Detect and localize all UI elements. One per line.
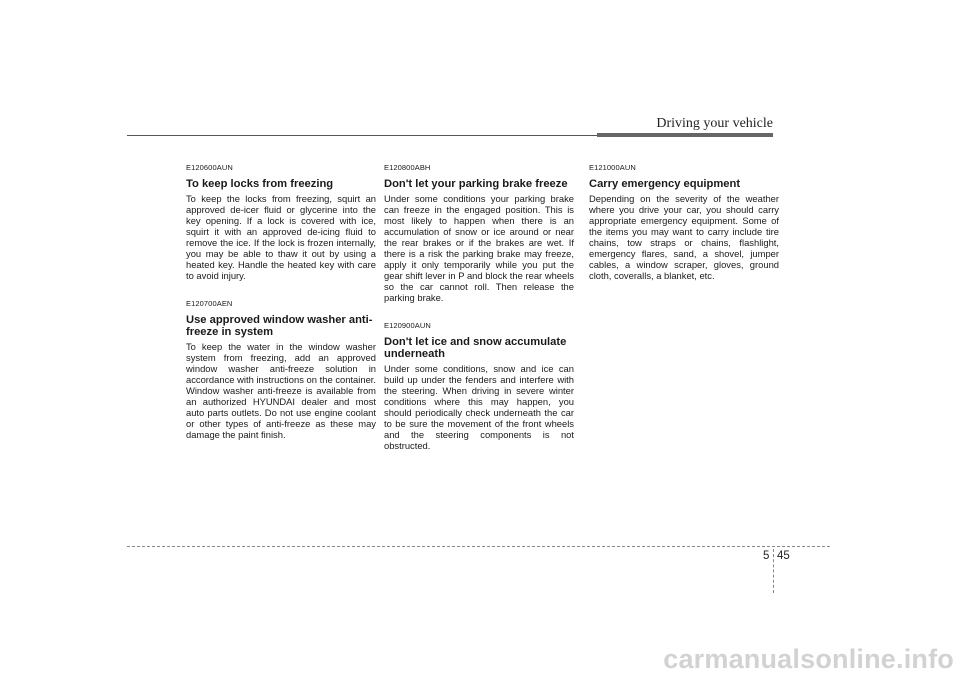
section-heading: Carry emergency equipment (589, 178, 741, 190)
watermark: carmanualsonline.info (663, 644, 954, 674)
section-body: Under some conditions, snow and ice can build up under the fenders and interfere with the steering. When driving in severe winter conditions where this may happen, you should periodically check underneath the car to be sure the movement of the front wheels and the steering components is not obstructed. (384, 363, 574, 451)
header-rule-accent (597, 133, 773, 137)
footer-divider (127, 546, 830, 547)
section-body: To keep the locks from freezing, squirt an approved de-icer fluid or glycerine into the key opening. If a lock is covered with ice, squirt it with an approved de-icing fluid to remove the ice. If the lock is frozen internally, you may be able to thaw it out by using a heated key. Handle the heated key with care to avoid injury. (186, 193, 376, 281)
section-body: Under some conditions your parking brake can freeze in the engaged position. This is most likely to happen when there is an accumulation of snow or ice around or near the rear brakes or if the brakes are wet. If there is a risk the parking brake may freeze, apply it only temporarily while you put the gear shift lever in P and block the rear wheels so the car cannot roll. Then release the parking brake. (384, 193, 574, 303)
section-code: E121000AUN (589, 163, 636, 172)
section-code: E120600AUN (186, 163, 233, 172)
column-1 (186, 163, 376, 458)
section-heading: Don't let ice and snow accumulate underneath (384, 336, 567, 360)
section-body: Depending on the severity of the weather where you drive your car, you should carry appropriate emergency equipment. Some of the items you may want to carry include tire chains, tow straps or chains, flashlight, emergency flares, sand, a shovel, jumper cables, a window scraper, gloves, ground cloth, coveralls, a blanket, etc. (589, 193, 779, 281)
footer-page-separator (773, 549, 774, 593)
section-parking-brake (384, 163, 574, 303)
section-code: E120800ABH (384, 163, 431, 172)
section-heading: Use approved window washer anti-freeze in system (186, 314, 373, 338)
section-code: E120900AUN (384, 321, 431, 330)
column-3 (589, 163, 779, 299)
section-ice-snow (384, 321, 574, 451)
chapter-number: 5 (763, 550, 770, 562)
section-code: E120700AEN (186, 299, 233, 308)
section-heading: Don't let your parking brake freeze (384, 178, 568, 190)
column-2 (384, 163, 574, 469)
section-body: To keep the water in the window washer system from freezing, add an approved window washer anti-freeze solution in accordance with instructions on the container. Window washer anti-freeze is available from an authorized HYUNDAI dealer and most auto parts outlets. Do not use engine coolant or other types of anti-freeze as these may damage the paint finish. (186, 341, 376, 440)
section-heading: To keep locks from freezing (186, 178, 334, 190)
section-emergency-equipment (589, 163, 779, 281)
chapter-header-title: Driving your vehicle (656, 116, 773, 131)
section-washer (186, 299, 376, 440)
section-locks (186, 163, 376, 281)
page-number: 45 (777, 550, 790, 562)
